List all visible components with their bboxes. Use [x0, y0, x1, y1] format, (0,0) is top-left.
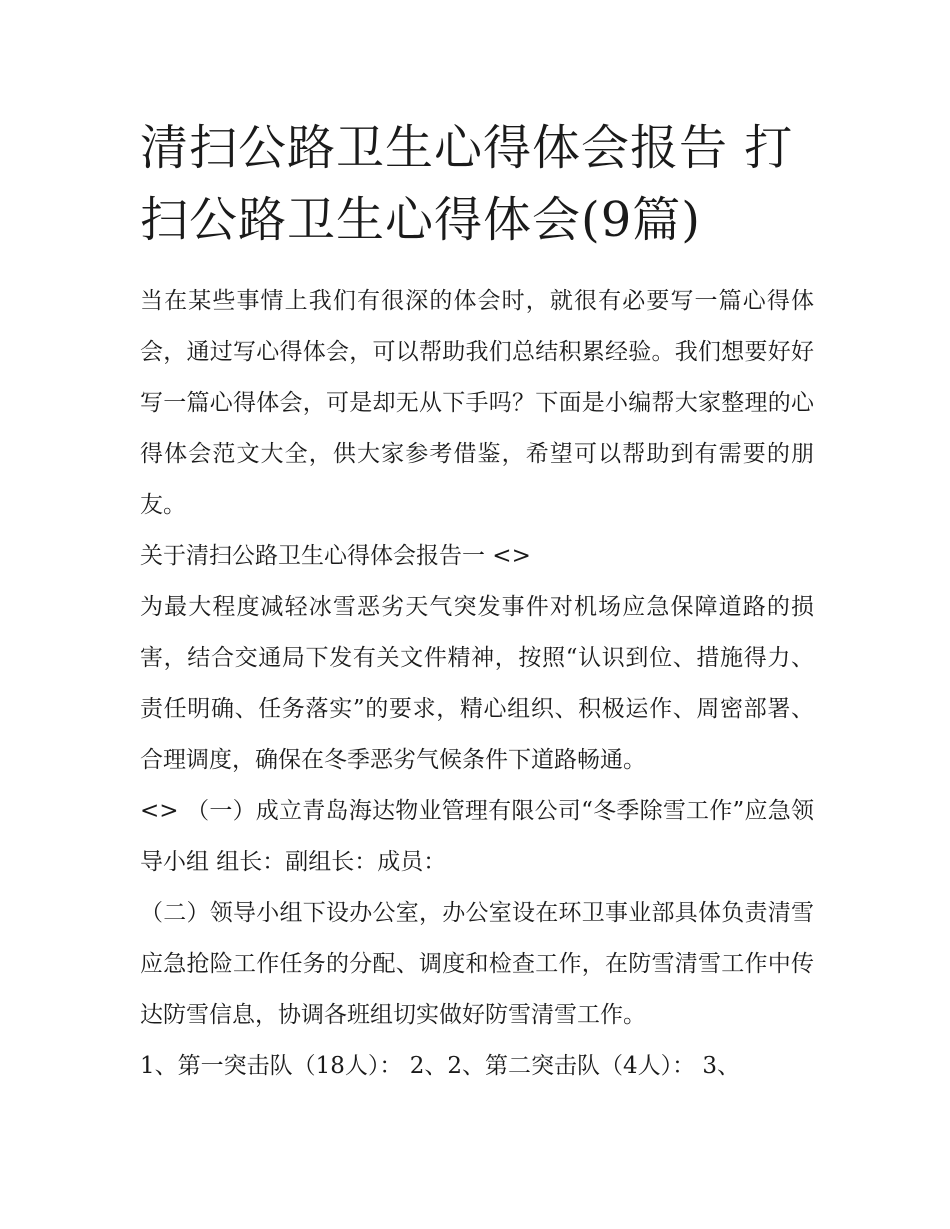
- document-body: [140, 276, 814, 1092]
- intro-paragraph: 当在某些事情上我们有很深的体会时，就很有必要写一篇心得体会，通过写心得体会，可以帮助我们总结积累经验。我们想要好好写一篇心得体会，可是却无从下手吗？下面是小编帮大家整理的心得体会范文大全，供大家参考借鉴，希望可以帮助到有需要的朋友。: [140, 288, 814, 518]
- body-paragraph: （二）领导小组下设办公室，办公室设在环卫事业部具体负责清雪应急抢险工作任务的分配、调度和检查工作，在防雪清雪工作中传达防雪信息，协调各班组切实做好防雪清雪工作。: [140, 900, 814, 1028]
- section-heading: 关于清扫公路卫生心得体会报告一 <>: [140, 543, 531, 569]
- body-paragraph: <> （一）成立青岛海达物业管理有限公司“冬季除雪工作”应急领导小组 组长：副组长：成员：: [140, 798, 814, 875]
- document-title: 清扫公路卫生心得体会报告 打扫公路卫生心得体会(9篇): [140, 120, 794, 248]
- body-paragraph: 1、第一突击队（18人）： 2、2、第二突击队（4人）： 3、: [140, 1053, 741, 1079]
- body-paragraph: 为最大程度减轻冰雪恶劣天气突发事件对机场应急保障道路的损害，结合交通局下发有关文件精神，按照“认识到位、措施得力、责任明确、任务落实”的要求，精心组织、积极运作、周密部署、合理调度，确保在冬季恶劣气候条件下道路畅通。: [140, 594, 814, 773]
